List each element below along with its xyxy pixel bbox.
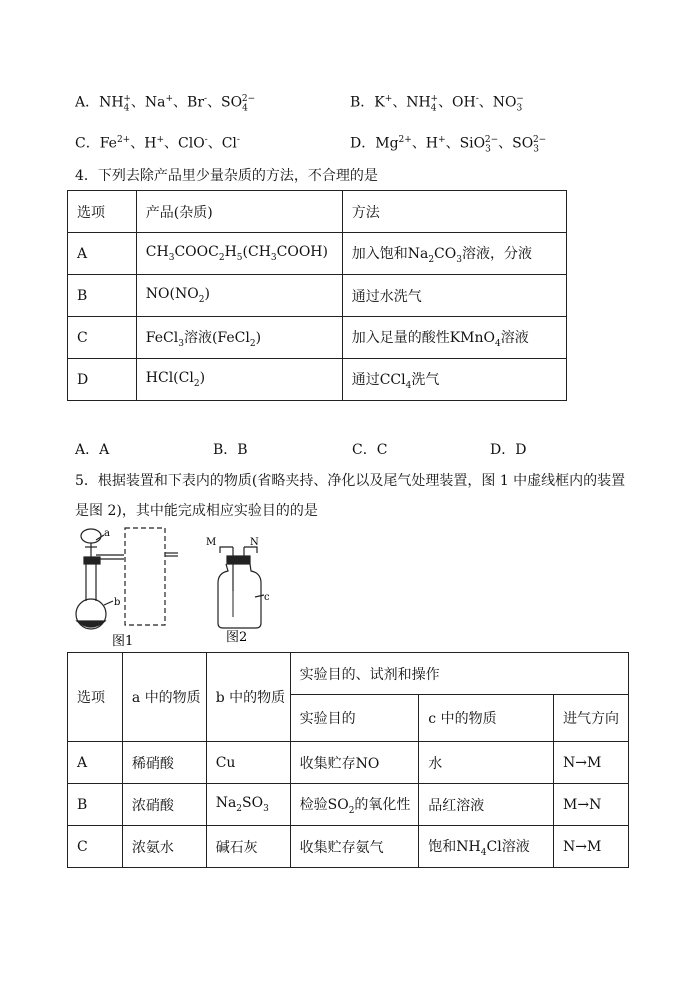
q5-header-group: 实验目的、试剂和操作 bbox=[290, 653, 628, 695]
figure2-label-n: N bbox=[250, 537, 259, 548]
q4-header-method: 方法 bbox=[342, 191, 566, 233]
table-row: D $HCl(Cl_2)$ 通过CCl$_4$洗气 bbox=[68, 359, 567, 401]
q4-method-c: 加入足量的酸性KMnO$_4$溶液 bbox=[342, 317, 566, 359]
q5-header-c: c 中的物质 bbox=[419, 695, 554, 742]
q5-header-purpose: 实验目的 bbox=[290, 695, 419, 742]
q5-stem-line2: 是图 2)，其中能完成相应实验目的的是 bbox=[75, 503, 318, 519]
q5-purpose-b: 检验$SO_2$的氧化性 bbox=[290, 784, 419, 826]
q5-b-b: $Na_2SO_3$ bbox=[206, 784, 290, 826]
figure1-label-b: b bbox=[114, 597, 121, 608]
q4-answer-d: D．D bbox=[490, 442, 527, 458]
q4-header-product: 产品(杂质) bbox=[136, 191, 342, 233]
table-row: B 浓硝酸 $Na_2SO_3$ 检验$SO_2$的氧化性 品红溶液 M→N bbox=[68, 784, 629, 826]
q4-method-d: 通过CCl$_4$洗气 bbox=[342, 359, 566, 401]
table-row: C 浓氨水 碱石灰 收集贮存氨气 饱和$NH_4Cl$溶液 N→M bbox=[68, 826, 629, 868]
figure1-label-a: a bbox=[104, 528, 110, 539]
figure2-bottle bbox=[218, 547, 264, 628]
q4-table bbox=[67, 190, 567, 401]
q4-product-a: $CH_3COOC_2H_5(CH_3COOH)$ bbox=[136, 233, 342, 275]
q4-answer-b: B．B bbox=[213, 442, 248, 458]
table-row: A $CH_3COOC_2H_5(CH_3COOH)$ 加入饱和$Na_2CO_3$溶液，分液 bbox=[68, 233, 567, 275]
q4-answer-a: A．A bbox=[75, 442, 110, 458]
q4-product-b: $NO(NO_2)$ bbox=[136, 275, 342, 317]
q4-product-d: $HCl(Cl_2)$ bbox=[136, 359, 342, 401]
q4-answer-c: C．C bbox=[352, 442, 388, 458]
figure2-label-c: c bbox=[264, 592, 270, 603]
figure1-caption: 图1 bbox=[112, 634, 134, 649]
table-row: C FeCl$_3$溶液(FeCl$_2$) 加入足量的酸性KMnO$_4$溶液 bbox=[68, 317, 567, 359]
q3-option-b: B．K+、$NH_4^+$、OH-、$NO_3^-$ bbox=[350, 94, 524, 114]
q5-header-b: b 中的物质 bbox=[206, 653, 290, 742]
apparatus-figure bbox=[0, 525, 696, 655]
q5-stem-line1: 5．根据装置和下表内的物质(省略夹持、净化以及尾气处理装置，图 1 中虚线框内的装置 bbox=[75, 473, 626, 489]
q5-header-direction: 进气方向 bbox=[554, 695, 629, 742]
figure1-flask bbox=[76, 529, 124, 629]
q4-header-option: 选项 bbox=[68, 191, 137, 233]
figure2-caption: 图2 bbox=[226, 630, 248, 645]
q5-header-a: a 中的物质 bbox=[122, 653, 206, 742]
q5-header-option: 选项 bbox=[68, 653, 123, 742]
q4-method-a: 加入饱和$Na_2CO_3$溶液，分液 bbox=[342, 233, 566, 275]
figure2-label-m: M bbox=[206, 537, 217, 548]
q3-option-c: C．$Fe^{2+}$、H+、ClO-、Cl- bbox=[75, 135, 240, 152]
table-row: B $NO(NO_2)$ 通过水洗气 bbox=[68, 275, 567, 317]
q5-table bbox=[67, 652, 629, 868]
q3-option-a: A．$NH_4^+$、Na+、Br-、$SO_4^{2-}$ bbox=[75, 94, 256, 114]
table-row: A 稀硝酸 Cu 收集贮存NO 水 N→M bbox=[68, 742, 629, 784]
figure1-dashed-box bbox=[125, 528, 165, 625]
q5-c-c: 饱和$NH_4Cl$溶液 bbox=[419, 826, 554, 868]
q3-option-d: D．$Mg^{2+}$、H+、SiO$_3^{2-}$、$SO_3^{2-}$ bbox=[350, 135, 547, 155]
q4-product-c: FeCl$_3$溶液(FeCl$_2$) bbox=[136, 317, 342, 359]
q4-stem: 4．下列去除产品里少量杂质的方法，不合理的是 bbox=[75, 168, 378, 184]
